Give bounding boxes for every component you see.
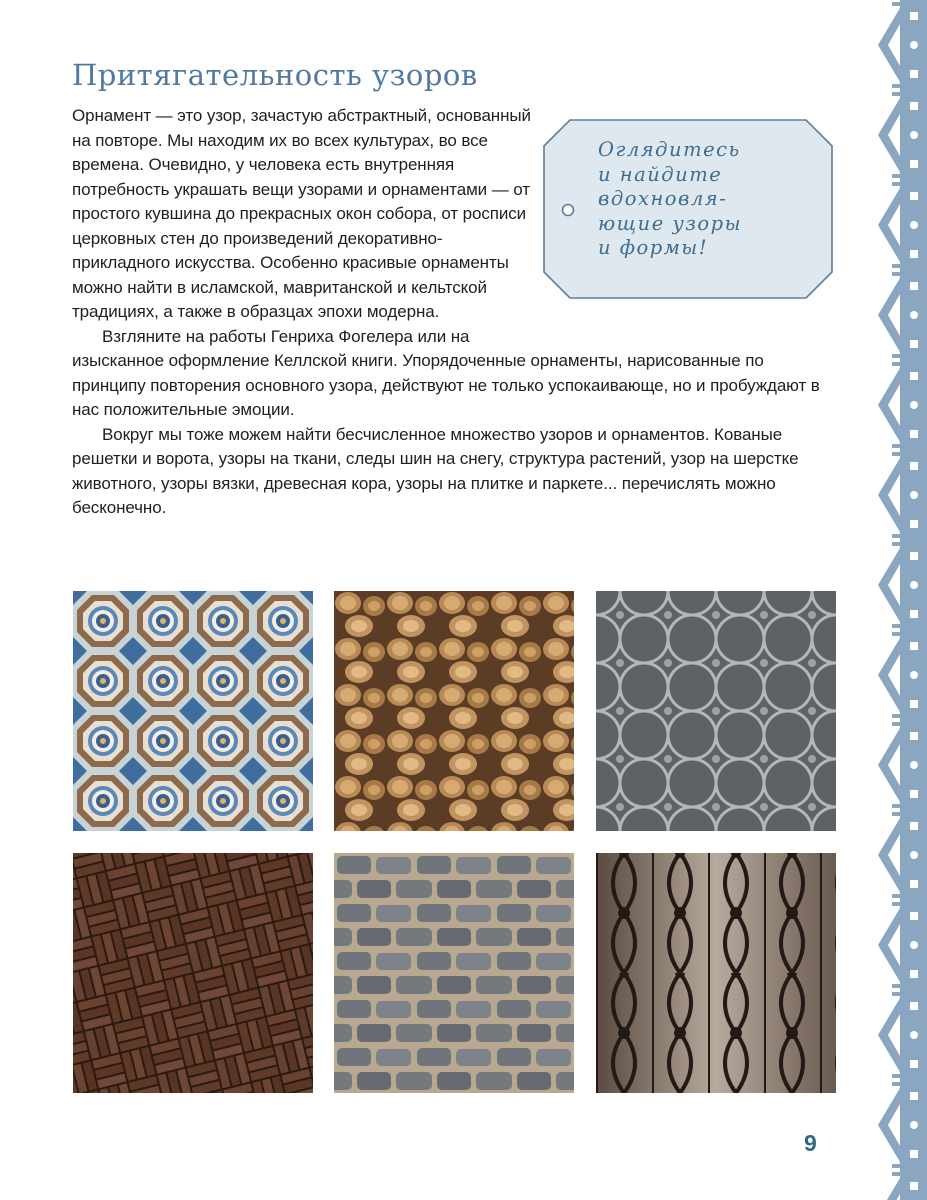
mosaic-tiles-image xyxy=(73,591,313,831)
wrought-iron-scrolls-image xyxy=(596,591,836,831)
paragraph-1: Орнамент — это узор, зачастую абстрактный, основанный на повторе. Мы находим их во всех культурах, во все времена. Очевидно, у человека есть внутренняя потребность украшать вещи узорами и орнаментами — от простого кувшина до прекрасных окон собора, от росписи церковных стен до произведений декоративно-прикладного искусства. Особенно красивые орнаменты можно найти в исламской, мавританской и кельтской традициях, а также в образцах эпохи модерна. xyxy=(72,106,531,321)
page-title: Притягательность узоров xyxy=(72,58,478,92)
folk-ornament-border-icon xyxy=(874,0,927,1200)
paragraph-2: Взгляните на работы Генриха Фогелера или на изысканное оформление Келлской книги. Упорядоченные орнаменты, нарисованные по принципу повторения основного узора, действуют не только успокаивающе, но и пробуждают в нас положительные эмоции. xyxy=(72,326,820,419)
cobblestone-wall-image xyxy=(334,853,574,1093)
callout-tag xyxy=(542,118,834,300)
wooden-parquet-image xyxy=(73,853,313,1093)
page-number: 9 xyxy=(804,1130,817,1156)
iron-gate-image xyxy=(596,853,836,1093)
tag-text: Оглядитесь и найдите вдохновля- ющие узоры и формы! xyxy=(598,138,743,259)
stacked-logs-image xyxy=(334,591,574,831)
paragraph-3: Вокруг мы тоже можем найти бесчисленное множество узоров и орнаментов. Кованые решетки и ворота, узоры на ткани, следы шин на снегу, структура растений, узор на шерстке животного, узоры вязки, древесная кора, узоры на плитке и паркете... перечислять можно бесконечно. xyxy=(72,424,799,517)
